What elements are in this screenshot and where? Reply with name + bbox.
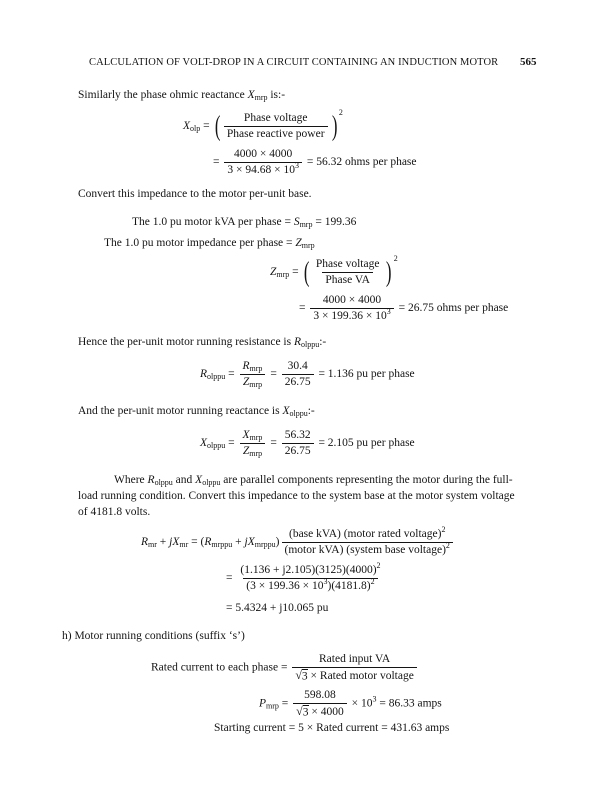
page-number: 565 xyxy=(520,56,537,68)
equation-rated-current: Rated current to each phase = $\frac{\text{Rated input VA}}{\text{√3 × Rated motor voltage}}$ xyxy=(151,653,419,683)
equation-xolp: $X_{olp}$ = ( $\frac{\text{Phase voltage}}{\text{Phase reactive power}}$ ) $^2$ xyxy=(183,108,343,142)
equation-system-base-result: = 5.4324 + j10.065 pu xyxy=(226,602,329,614)
paragraph-pu-impedance: The 1.0 pu motor impedance per phase = $Z_{mrp}$ xyxy=(104,237,315,250)
running-header xyxy=(89,57,498,68)
equation-zmrp-line2: = $\frac{4000 \times 4000}{3 \times 199.36 \times 10^3}$ = 26.75 ohms per phase xyxy=(299,294,509,322)
equation-zmrp: $Z_{mrp}$ = ( $\frac{\text{Phase voltage}}{\text{Phase VA}}$ ) $^2$ xyxy=(270,254,398,288)
paragraph-pu-kva: The 1.0 pu motor kVA per phase = $S_{mrp} = 199.36$ xyxy=(132,216,357,229)
equation-xolppu: $X_{olppu}$ = $\frac{X_{mrp}}{Z_{mrp}}$ = $\frac{56.32}{26.75}$ = 2.105 pu per phase xyxy=(200,429,415,458)
paragraph-where: Where $R_{olppu}$ and $X_{olppu}$ are parallel components representing the motor during the full- xyxy=(114,474,513,487)
paragraph-where-line2: load running condition. Convert this impedance to the system base at the motor system voltage xyxy=(78,490,515,502)
equation-xolp-line2: = $\frac{4000 \times 4000}{3 \times 94.68 \times 10^3}$ = 56.32 ohms per phase xyxy=(213,148,417,176)
section-heading-h: h) Motor running conditions (suffix ‘s’) xyxy=(62,630,245,642)
paragraph-pu-resistance: Hence the per-unit motor running resistance is $R_{olppu}:-$ xyxy=(78,336,327,349)
equation-rolppu: $R_{olppu}$ = $\frac{R_{mrp}}{Z_{mrp}}$ = $\frac{30.4}{26.75}$ = 1.136 pu per phase xyxy=(200,360,415,389)
paragraph-where-line3: of 4181.8 volts. xyxy=(78,506,151,518)
chapter-title: CALCULATION OF VOLT-DROP IN A CIRCUIT CONTAINING AN INDUCTION MOTOR xyxy=(89,57,499,68)
paragraph-convert: Convert this impedance to the motor per-unit base. xyxy=(78,188,312,200)
equation-system-base-line2: = $\frac{(1.136 + j2.105)(3125)(4000)^2}{(3 \times 199.36 \times 10^3)(4181.8)^2}$ xyxy=(226,561,381,592)
equation-system-base: $R_{mr} + jX_{mr} = (R_{mrppu} + jX_{mrppu})$ $\frac{(base kVA) (motor rated voltage)^2}{(motor kVA) (system base voltage)^2}$ xyxy=(141,528,455,557)
paragraph-pu-reactance: And the per-unit motor running reactance is $X_{olppu}:-$ xyxy=(78,405,315,418)
paragraph-reactance-intro: Similarly the phase ohmic reactance $X_{mrp}$ is:- xyxy=(78,89,286,102)
equation-starting-current: Starting current = 5 × Rated current = 431.63 amps xyxy=(214,722,450,734)
equation-pmrp: $P_{mrp}$ = $\frac{598.08}{√3 \times 4000}$ × $10^3 = 86.33$ amps xyxy=(259,689,442,718)
